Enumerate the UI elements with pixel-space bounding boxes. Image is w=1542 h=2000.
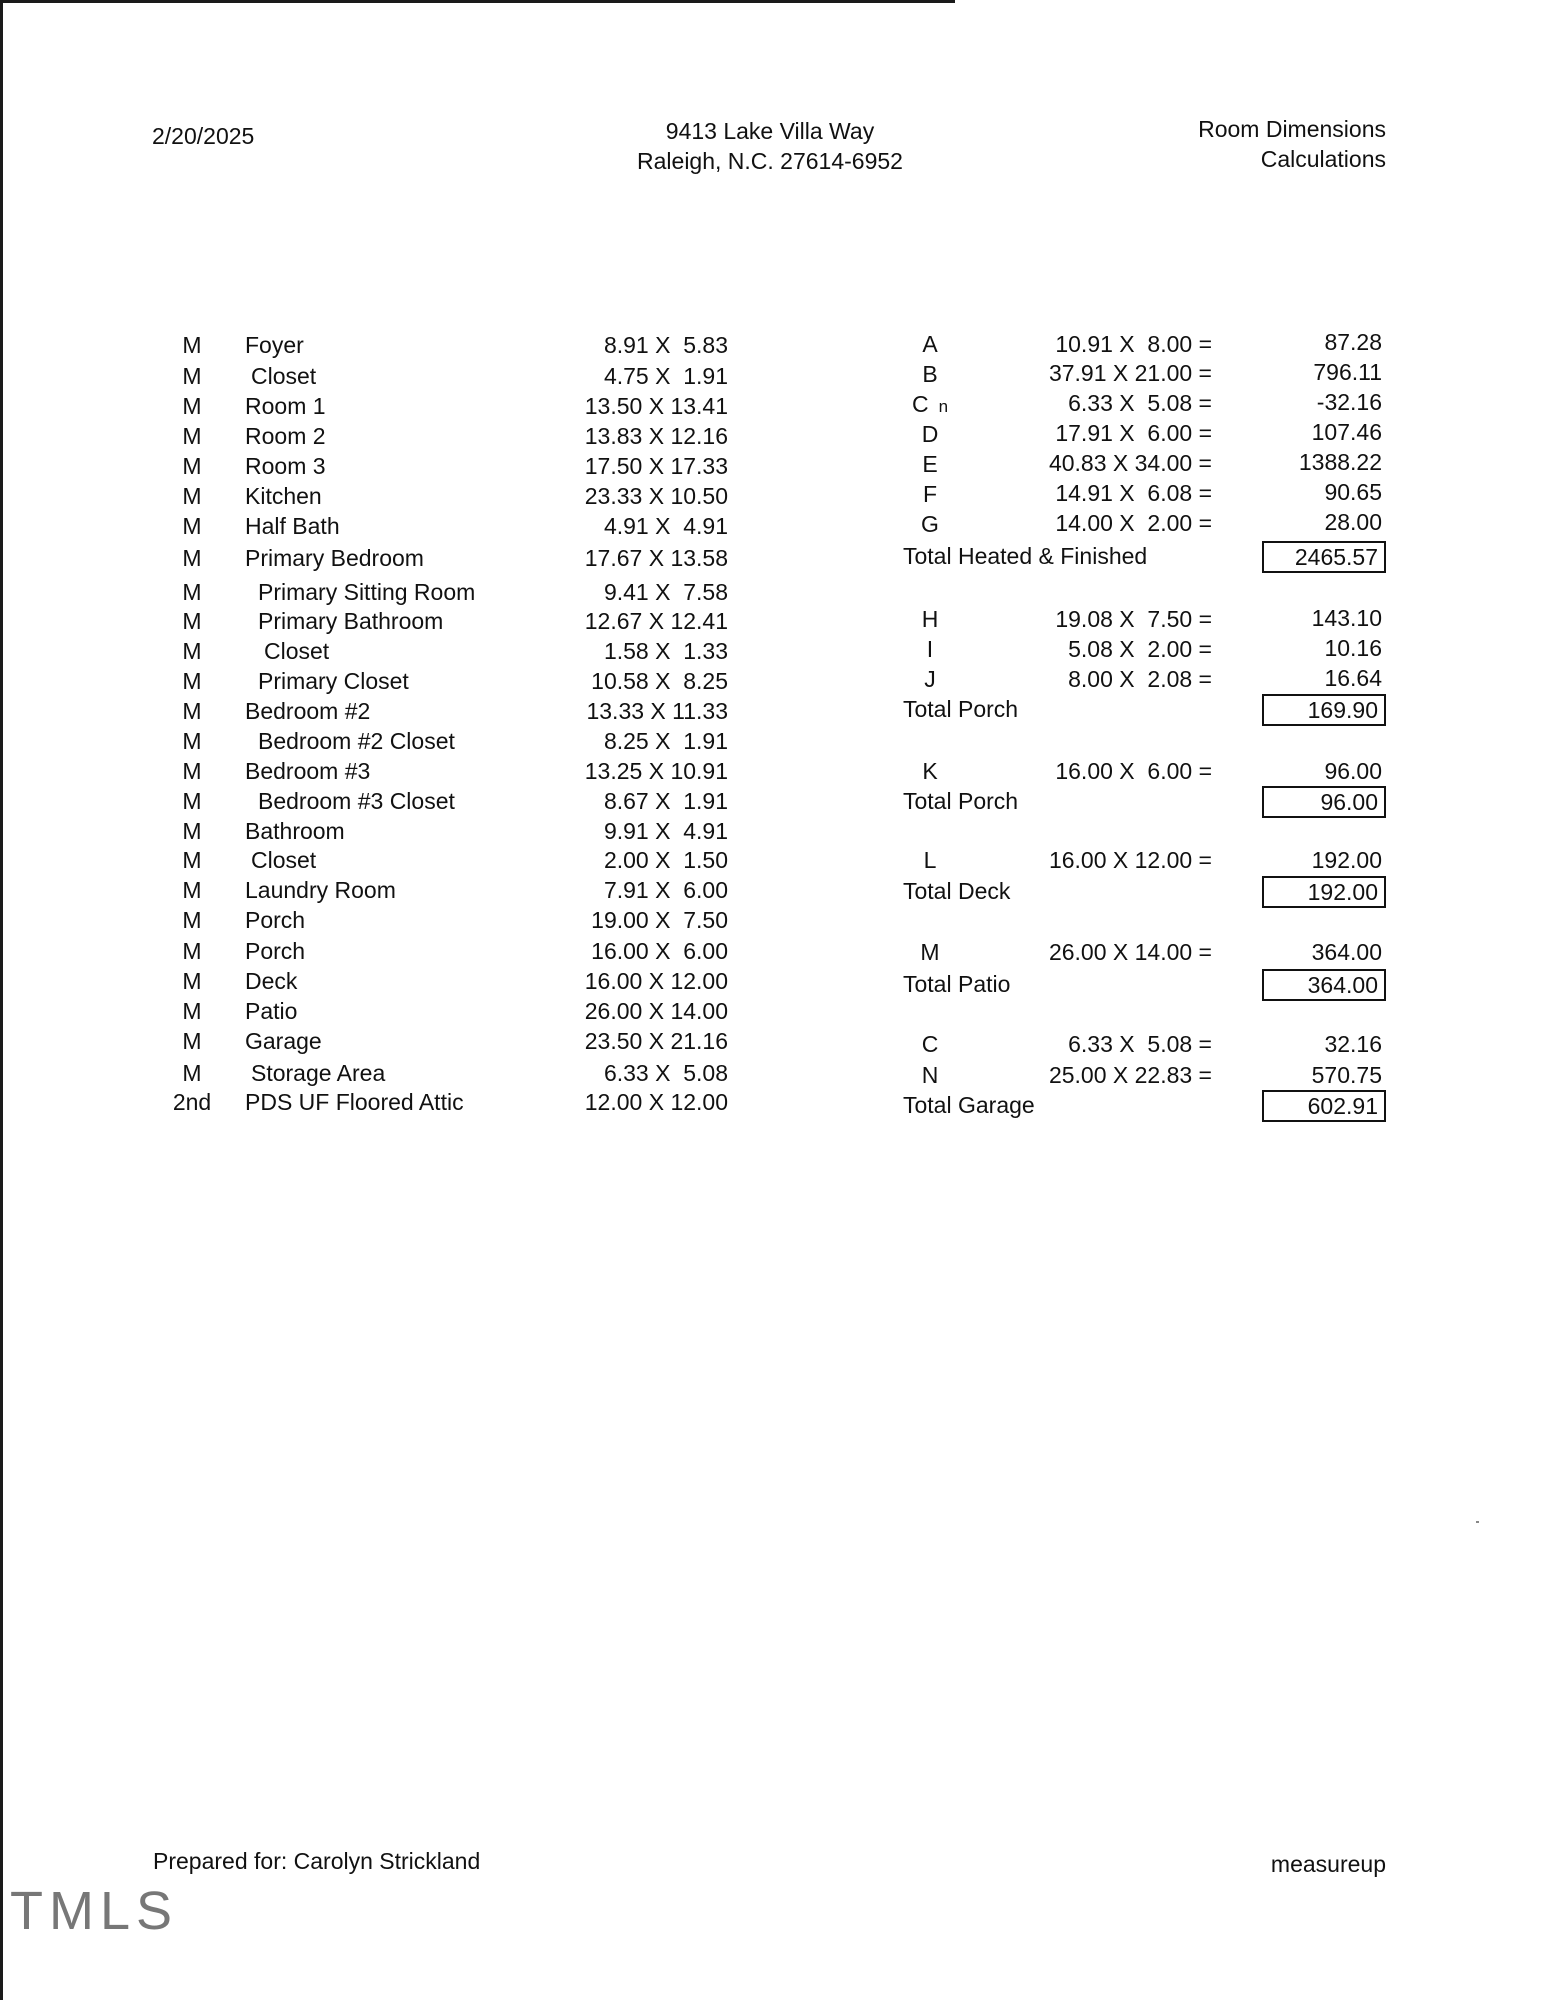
room-name: Porch — [245, 938, 306, 964]
room-dims: 12.00 X 12.00 — [584, 1089, 728, 1115]
room-dims: 12.67 X 12.41 — [584, 608, 728, 634]
room-level: M — [182, 788, 202, 814]
room-level: M — [182, 847, 202, 873]
brand-name: measureup — [1270, 1851, 1386, 1877]
calc-label: H — [921, 606, 939, 632]
address-line-1: 9413 Lake Villa Way — [665, 118, 875, 144]
room-level: M — [182, 513, 202, 539]
room-dims: 16.00 X 12.00 — [584, 968, 728, 994]
room-dims: 1.58 X 1.33 — [603, 638, 728, 664]
room-name: Storage Area — [251, 1060, 386, 1086]
calc-value: 107.46 — [1311, 419, 1382, 445]
calc-expression: 8.00 X 2.08 = — [1068, 666, 1212, 692]
scan-speck — [1476, 1521, 1479, 1523]
total-value-box: 602.91 — [1262, 1090, 1386, 1122]
calc-label: B — [922, 361, 938, 387]
room-dims: 2.00 X 1.50 — [603, 847, 728, 873]
room-name: Closet — [264, 638, 330, 664]
room-dims: 10.58 X 8.25 — [591, 668, 728, 694]
room-dims: 4.91 X 4.91 — [603, 513, 728, 539]
total-label: Total Porch — [903, 788, 1019, 814]
room-level: M — [182, 758, 202, 784]
calc-value: 143.10 — [1311, 605, 1382, 631]
room-name: Room 3 — [245, 453, 326, 479]
room-name: Patio — [245, 998, 298, 1024]
calc-label: M — [920, 939, 940, 965]
room-dims: 17.50 X 17.33 — [584, 453, 728, 479]
room-level: M — [182, 545, 202, 571]
room-dims: 9.41 X 7.58 — [603, 579, 728, 605]
calc-value: 364.00 — [1311, 939, 1382, 965]
room-name: Half Bath — [245, 513, 340, 539]
calc-label-suffix: n — [938, 397, 949, 416]
scan-edge — [0, 0, 3, 2000]
room-dims: 8.67 X 1.91 — [603, 788, 728, 814]
room-name: Primary Bathroom — [258, 608, 444, 634]
room-level: M — [182, 818, 202, 844]
room-level: M — [182, 668, 202, 694]
total-label: Total Porch — [903, 696, 1019, 722]
calc-expression: 14.91 X 6.08 = — [1055, 480, 1212, 506]
calc-expression: 40.83 X 34.00 = — [1048, 450, 1212, 476]
room-level: M — [182, 423, 202, 449]
total-value-box: 2465.57 — [1262, 541, 1386, 573]
room-dims: 23.33 X 10.50 — [584, 483, 728, 509]
calc-value: -32.16 — [1316, 389, 1382, 415]
room-dims: 13.83 X 12.16 — [584, 423, 728, 449]
calc-value: 96.00 — [1324, 758, 1382, 784]
room-name: PDS UF Floored Attic — [245, 1089, 464, 1115]
calc-label: J — [924, 666, 936, 692]
calc-label: A — [922, 331, 938, 357]
calc-label: F — [922, 481, 938, 507]
room-level: M — [182, 968, 202, 994]
calc-label: I — [926, 636, 934, 662]
room-name: Bedroom #2 Closet — [258, 728, 455, 754]
calc-label: D — [921, 421, 939, 447]
room-level: M — [182, 877, 202, 903]
room-dims: 16.00 X 6.00 — [591, 938, 728, 964]
calc-expression: 16.00 X 6.00 = — [1055, 758, 1212, 784]
property-address — [560, 116, 980, 176]
scan-edge-top — [0, 0, 955, 3]
calc-label: G — [921, 511, 939, 537]
room-name: Primary Closet — [258, 668, 409, 694]
calc-expression: 26.00 X 14.00 = — [1048, 939, 1212, 965]
calc-value: 28.00 — [1324, 509, 1382, 535]
calc-expression: 6.33 X 5.08 = — [1068, 1031, 1212, 1057]
room-dims: 13.33 X 11.33 — [586, 698, 728, 724]
room-level: M — [182, 579, 202, 605]
room-name: Bathroom — [245, 818, 345, 844]
calc-value: 10.16 — [1324, 635, 1382, 661]
room-name: Garage — [245, 1028, 322, 1054]
room-name: Closet — [251, 363, 317, 389]
calc-value: 570.75 — [1311, 1062, 1382, 1088]
room-name: Foyer — [245, 332, 304, 358]
document-title — [1086, 114, 1386, 174]
calc-value: 796.11 — [1313, 359, 1382, 385]
room-level: M — [182, 998, 202, 1024]
room-dims: 6.33 X 5.08 — [603, 1060, 728, 1086]
calc-expression: 6.33 X 5.08 = — [1068, 390, 1212, 416]
room-level: 2nd — [172, 1089, 212, 1115]
calc-label: C — [921, 1031, 939, 1057]
room-name: Primary Sitting Room — [258, 579, 476, 605]
room-name: Deck — [245, 968, 298, 994]
total-value-box: 364.00 — [1262, 969, 1386, 1001]
watermark: TMLS — [10, 1881, 179, 1941]
title-line-2: Calculations — [1260, 146, 1386, 172]
calc-expression: 10.91 X 8.00 = — [1055, 331, 1212, 357]
room-level: M — [182, 608, 202, 634]
room-name: Laundry Room — [245, 877, 396, 903]
calc-label: K — [922, 758, 938, 784]
room-level: M — [182, 728, 202, 754]
room-dims: 9.91 X 4.91 — [603, 818, 728, 844]
room-dims: 4.75 X 1.91 — [603, 363, 728, 389]
calc-label: N — [921, 1062, 939, 1088]
total-value-box: 192.00 — [1262, 876, 1386, 908]
total-label: Total Patio — [903, 971, 1011, 997]
room-dims: 13.25 X 10.91 — [584, 758, 728, 784]
room-level: M — [182, 332, 202, 358]
calc-label: E — [922, 451, 938, 477]
room-level: M — [182, 1028, 202, 1054]
room-level: M — [182, 453, 202, 479]
calc-value: 32.16 — [1324, 1031, 1382, 1057]
calc-label: L — [923, 847, 937, 873]
calc-value: 16.64 — [1324, 665, 1382, 691]
room-level: M — [182, 938, 202, 964]
prepared-for: Prepared for: Carolyn Strickland — [153, 1848, 481, 1874]
room-dims: 23.50 X 21.16 — [584, 1028, 728, 1054]
room-dims: 7.91 X 6.00 — [603, 877, 728, 903]
room-dims: 8.91 X 5.83 — [603, 332, 728, 358]
room-level: M — [182, 483, 202, 509]
calc-expression: 37.91 X 21.00 = — [1048, 360, 1212, 386]
calc-value: 192.00 — [1311, 847, 1382, 873]
room-name: Bedroom #2 — [245, 698, 371, 724]
report-date: 2/20/2025 — [152, 123, 255, 149]
room-level: M — [182, 698, 202, 724]
room-name: Bedroom #3 — [245, 758, 371, 784]
room-level: M — [182, 907, 202, 933]
room-level: M — [182, 363, 202, 389]
room-level: M — [182, 393, 202, 419]
calc-value: 1388.22 — [1298, 449, 1382, 475]
calc-expression: 16.00 X 12.00 = — [1048, 847, 1212, 873]
room-dims: 17.67 X 13.58 — [584, 545, 728, 571]
address-line-2: Raleigh, N.C. 27614-6952 — [637, 148, 903, 174]
total-value-box: 96.00 — [1262, 786, 1386, 818]
room-name: Bedroom #3 Closet — [258, 788, 455, 814]
room-name: Porch — [245, 907, 306, 933]
room-dims: 26.00 X 14.00 — [584, 998, 728, 1024]
room-dims: 13.50 X 13.41 — [584, 393, 728, 419]
total-label: Total Deck — [903, 878, 1011, 904]
calc-label-letter: C — [912, 391, 929, 417]
calc-value: 87.28 — [1324, 329, 1382, 355]
title-line-1: Room Dimensions — [1198, 116, 1386, 142]
total-label: Total Heated & Finished — [903, 543, 1148, 569]
room-name: Closet — [251, 847, 317, 873]
room-name: Room 2 — [245, 423, 326, 449]
room-level: M — [182, 1060, 202, 1086]
calc-expression: 5.08 X 2.00 = — [1068, 636, 1212, 662]
room-name: Room 1 — [245, 393, 326, 419]
room-level: M — [182, 638, 202, 664]
room-name: Primary Bedroom — [245, 545, 424, 571]
total-value-box: 169.90 — [1262, 694, 1386, 726]
room-name: Kitchen — [245, 483, 322, 509]
room-dims: 19.00 X 7.50 — [591, 907, 728, 933]
room-dims: 8.25 X 1.91 — [603, 728, 728, 754]
calc-value: 90.65 — [1324, 479, 1382, 505]
calc-expression: 14.00 X 2.00 = — [1055, 510, 1212, 536]
calc-expression: 19.08 X 7.50 = — [1055, 606, 1212, 632]
calc-expression: 17.91 X 6.00 = — [1055, 420, 1212, 446]
total-label: Total Garage — [903, 1092, 1035, 1118]
calc-label — [912, 389, 948, 419]
calc-expression: 25.00 X 22.83 = — [1048, 1062, 1212, 1088]
